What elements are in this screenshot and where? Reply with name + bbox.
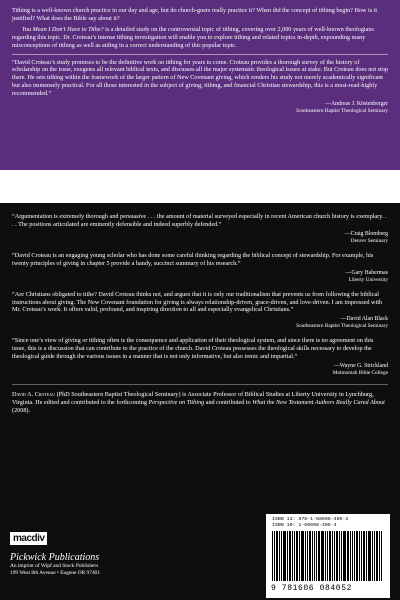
endorsement-quote: “Argumentation is extremely thorough and persuasive . . . the amount of material surveyed especially in recent American church history is exemplary. . . . The positions articulated are eminently defensible and indeed superbly defended.” (12, 213, 387, 228)
barcode-bar (307, 531, 308, 581)
barcode-bar (359, 531, 360, 581)
barcode-bar (312, 531, 313, 581)
barcode-bar (301, 531, 304, 581)
barcode-bar (350, 531, 351, 581)
barcode-bar (274, 531, 275, 581)
barcode-bar (292, 531, 293, 581)
barcode-bar (343, 531, 346, 581)
barcode-bar (272, 531, 273, 581)
barcode-bar (299, 531, 300, 581)
featured-endorsement: “David Croteau’s study promises to be the definitive work on tithing for years to come. Croteau provides a thorough survey of the history of scholarship on the issue, exegetes all relevant biblical texts, and discusses all the major systematic theological issues at stake. But Croteau does not stop there. He sets tithing within the framework of the larger pattern of New Covenant giving, which renders his study not merely academically significant but also immensely practical. For all those interested in the subject of giving, tithing, and financial Christian stewardship, this is a must-read-highly recommended.” (12, 58, 388, 98)
author-bio: David A. Croteau (PhD Southeastern Baptist Theological Seminary) is Associate Professor of Biblical Studies at Liberty University in Lynchburg, Virginia. He edited and contributed to the forthcoming Perspective on Tithing and contributed to What the New Testament Authors Really Cared About (2008). (12, 391, 385, 414)
top-panel (0, 0, 400, 170)
isbn-barcode (266, 514, 390, 598)
barcode-bar (332, 531, 333, 581)
barcode-bar (336, 531, 338, 581)
barcode-bar (334, 531, 335, 581)
imprint-line: An imprint of Wipf and Stock Publishers (10, 563, 99, 569)
barcode-bar (318, 531, 320, 581)
barcode-bar (296, 531, 298, 581)
barcode-bar (325, 531, 326, 581)
publisher-name: Pickwick Publications (10, 552, 100, 563)
barcode-bar (347, 531, 349, 581)
endorsement-quote: “Since one’s view of giving or tithing often is the consequence and application of their theological system, and since there is no agreement on this issue, this is a discussion that can contribute to the practice of the church. David Croteau possesses the theological skills necessary to develop the theological guide through the various issues in a manner that is not only informative, but also irenic and impartial.” (12, 337, 374, 361)
barcode-bar (281, 531, 282, 581)
endorsement-author: —David Alan Black Southeastern Baptist Theological Seminary (296, 316, 388, 330)
barcode-digits: 9 781606 084052 (271, 584, 353, 593)
barcode-bar (366, 531, 367, 581)
publisher-address: 199 West 8th Avenue • Eugene OR 97401 (10, 569, 101, 576)
white-band (0, 170, 400, 203)
isbn-text: ISBN 13: 978-1-60608-405-2 ISBN 10: 1-60608-405-4 (272, 517, 349, 528)
barcode-bar (305, 531, 306, 581)
barcode-bar (321, 531, 324, 581)
endorsement (12, 213, 388, 245)
barcode-bar (329, 531, 331, 581)
barcode-bar (352, 531, 353, 581)
barcode-bar (354, 531, 355, 581)
publisher-block (10, 528, 160, 576)
featured-endorser: —Andreas J. Köstenberger Southeastern Baptist Theological Seminary (296, 101, 388, 115)
barcode-bar (283, 531, 286, 581)
series-logo: macdiv (10, 532, 47, 545)
endorsement (12, 291, 388, 331)
endorsement-author: —Craig Blomberg Denver Seminary (344, 230, 388, 244)
endorsement-author: —Gary Habermas Liberty University (345, 269, 388, 283)
divider (12, 54, 388, 55)
barcode-bar (372, 531, 373, 581)
barcode-bar (289, 531, 291, 581)
barcode-bar (368, 531, 371, 581)
barcode-bar (379, 531, 380, 581)
barcode-bar (294, 531, 295, 581)
barcode-bar (327, 531, 328, 581)
barcode-bar (339, 531, 340, 581)
endorsement (12, 337, 388, 377)
endorsement-author: —Wayne G. Strickland Multnomah Bible College (332, 363, 388, 377)
endorsement (12, 252, 388, 284)
barcode-bar (309, 531, 311, 581)
barcode-bar (276, 531, 278, 581)
barcode-bar (361, 531, 362, 581)
barcode-bar (279, 531, 280, 581)
barcode-bar (363, 531, 365, 581)
barcode-bar (376, 531, 378, 581)
description-paragraph: You Mean I Don’t Have to Tithe? is a detailed study on the controversial topic of tithing, covering over 2,000 years of well-known theologians regarding this topic. Dr. Croteau’s intense tithing investigation will enable you to explore tithing and related topics in-depth, expounding many misconceptions of tithing as well as aiding in a correct understanding of this popular topic. (12, 25, 374, 49)
barcode-bar (314, 531, 315, 581)
divider (12, 384, 388, 385)
barcode-bar (287, 531, 288, 581)
intro-paragraph: Tithing is a well-known church practice in our day and age, but do church-goers really practice it? When did the concept of tithing begin? How is it justified? What does the Bible say about it? (12, 7, 378, 22)
endorsement-quote: “Are Christians obligated to tithe? David Croteau thinks not, and argues that it is only our traditionalism that prevents us from following the biblical instructions about giving. The New Covenant foundation for giving is always relationship-driven, grace-driven, and love-driven. I am impressed with Mr. Croteau’s work. It offers valid, profound, and inspiring direction to all and especially evangelical Christians.” (12, 290, 383, 314)
barcode-bar (381, 531, 382, 581)
book-title: You Mean I Don’t Have to Tithe? (22, 25, 104, 33)
barcode-bars (272, 531, 384, 581)
barcode-bar (316, 531, 317, 581)
barcode-bar (341, 531, 342, 581)
endorsement-quote: “David Croteau is an engaging young scholar who has done some careful thinking regarding the biblical concept of stewardship. For example, his twenty principles of giving in chapter 5 provide a handy, succinct summary of his research.” (12, 251, 374, 267)
barcode-bar (356, 531, 358, 581)
barcode-bar (374, 531, 375, 581)
